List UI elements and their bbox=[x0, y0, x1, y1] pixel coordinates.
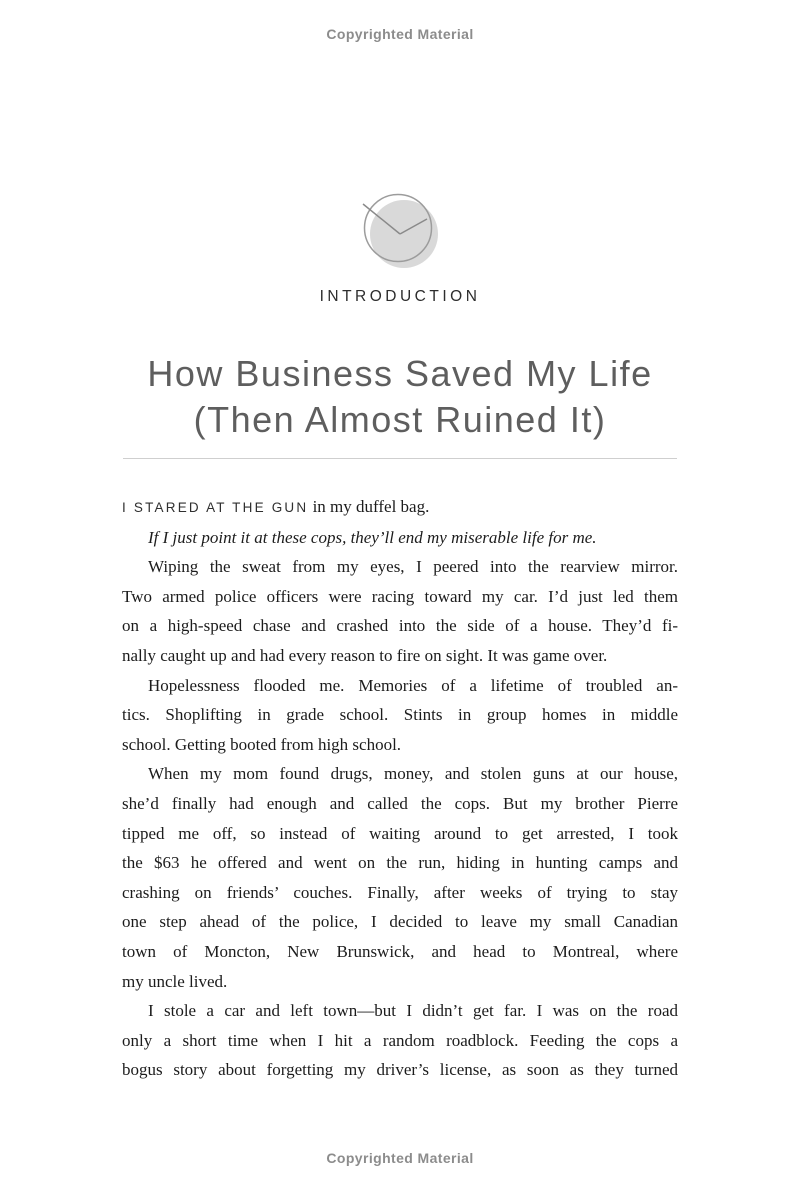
text-line: Hopelessness flooded me. Memories of a lifetime of troubled an- bbox=[148, 675, 678, 695]
paragraph bbox=[122, 671, 678, 760]
clock-icon bbox=[361, 192, 441, 270]
text-line: Two armed police officers were racing toward my car. I’d just led them bbox=[122, 586, 678, 606]
text-line: tipped me off, so instead of waiting around to get arrested, I took bbox=[122, 823, 678, 843]
opening-line bbox=[122, 492, 678, 523]
text-line: my uncle lived. bbox=[122, 971, 228, 991]
copyright-notice-bottom: Copyrighted Material bbox=[326, 1150, 474, 1166]
text-line: I stole a car and left town—but I didn’t get far. I was on the road bbox=[148, 1001, 678, 1021]
chapter-kicker: INTRODUCTION bbox=[319, 288, 481, 305]
text-line: bogus story about forgetting my driver’s license, as soon as they turned bbox=[122, 1060, 678, 1080]
text-line: only a short time when I hit a random roadblock. Feeding the cops a bbox=[122, 1030, 678, 1050]
paragraph bbox=[122, 759, 678, 996]
paragraph bbox=[122, 523, 678, 553]
title-divider bbox=[123, 458, 677, 459]
text-line: Wiping the sweat from my eyes, I peered into the rearview mirror. bbox=[148, 557, 678, 577]
text-line: crashing on friends’ couches. Finally, after weeks of trying to stay bbox=[122, 882, 678, 902]
text-line: nally caught up and had every reason to fire on sight. It was game over. bbox=[122, 645, 608, 665]
text-line: one step ahead of the police, I decided to leave my small Canadian bbox=[122, 912, 678, 932]
copyright-notice-top: Copyrighted Material bbox=[326, 26, 474, 42]
text-line: town of Moncton, New Brunswick, and head to Montreal, where bbox=[122, 941, 678, 961]
title-line-2: (Then Almost Ruined It) bbox=[193, 399, 607, 440]
paragraphs bbox=[122, 523, 678, 1085]
text-line: If I just point it at these cops, they’ll end my miserable life for me. bbox=[148, 527, 597, 547]
text-line: tics. Shoplifting in grade school. Stints in group homes in middle bbox=[122, 705, 678, 725]
text-line: she’d finally had enough and called the cops. But my brother Pierre bbox=[122, 793, 678, 813]
title-line-1: How Business Saved My Life bbox=[147, 353, 653, 394]
chapter-title bbox=[0, 351, 800, 443]
lead-in-rest: in my duffel bag. bbox=[308, 497, 430, 516]
paragraph bbox=[122, 552, 678, 670]
text-line: on a high-speed chase and crashed into the side of a house. They’d fi- bbox=[122, 616, 678, 636]
text-line: When my mom found drugs, money, and stolen guns at our house, bbox=[148, 764, 678, 784]
text-line: school. Getting booted from high school. bbox=[122, 734, 402, 754]
body-text bbox=[122, 492, 678, 1085]
text-line: the $63 he offered and went on the run, hiding in hunting camps and bbox=[122, 853, 678, 873]
lead-in-caps: I STARED AT THE GUN bbox=[122, 500, 309, 515]
paragraph bbox=[122, 996, 678, 1085]
